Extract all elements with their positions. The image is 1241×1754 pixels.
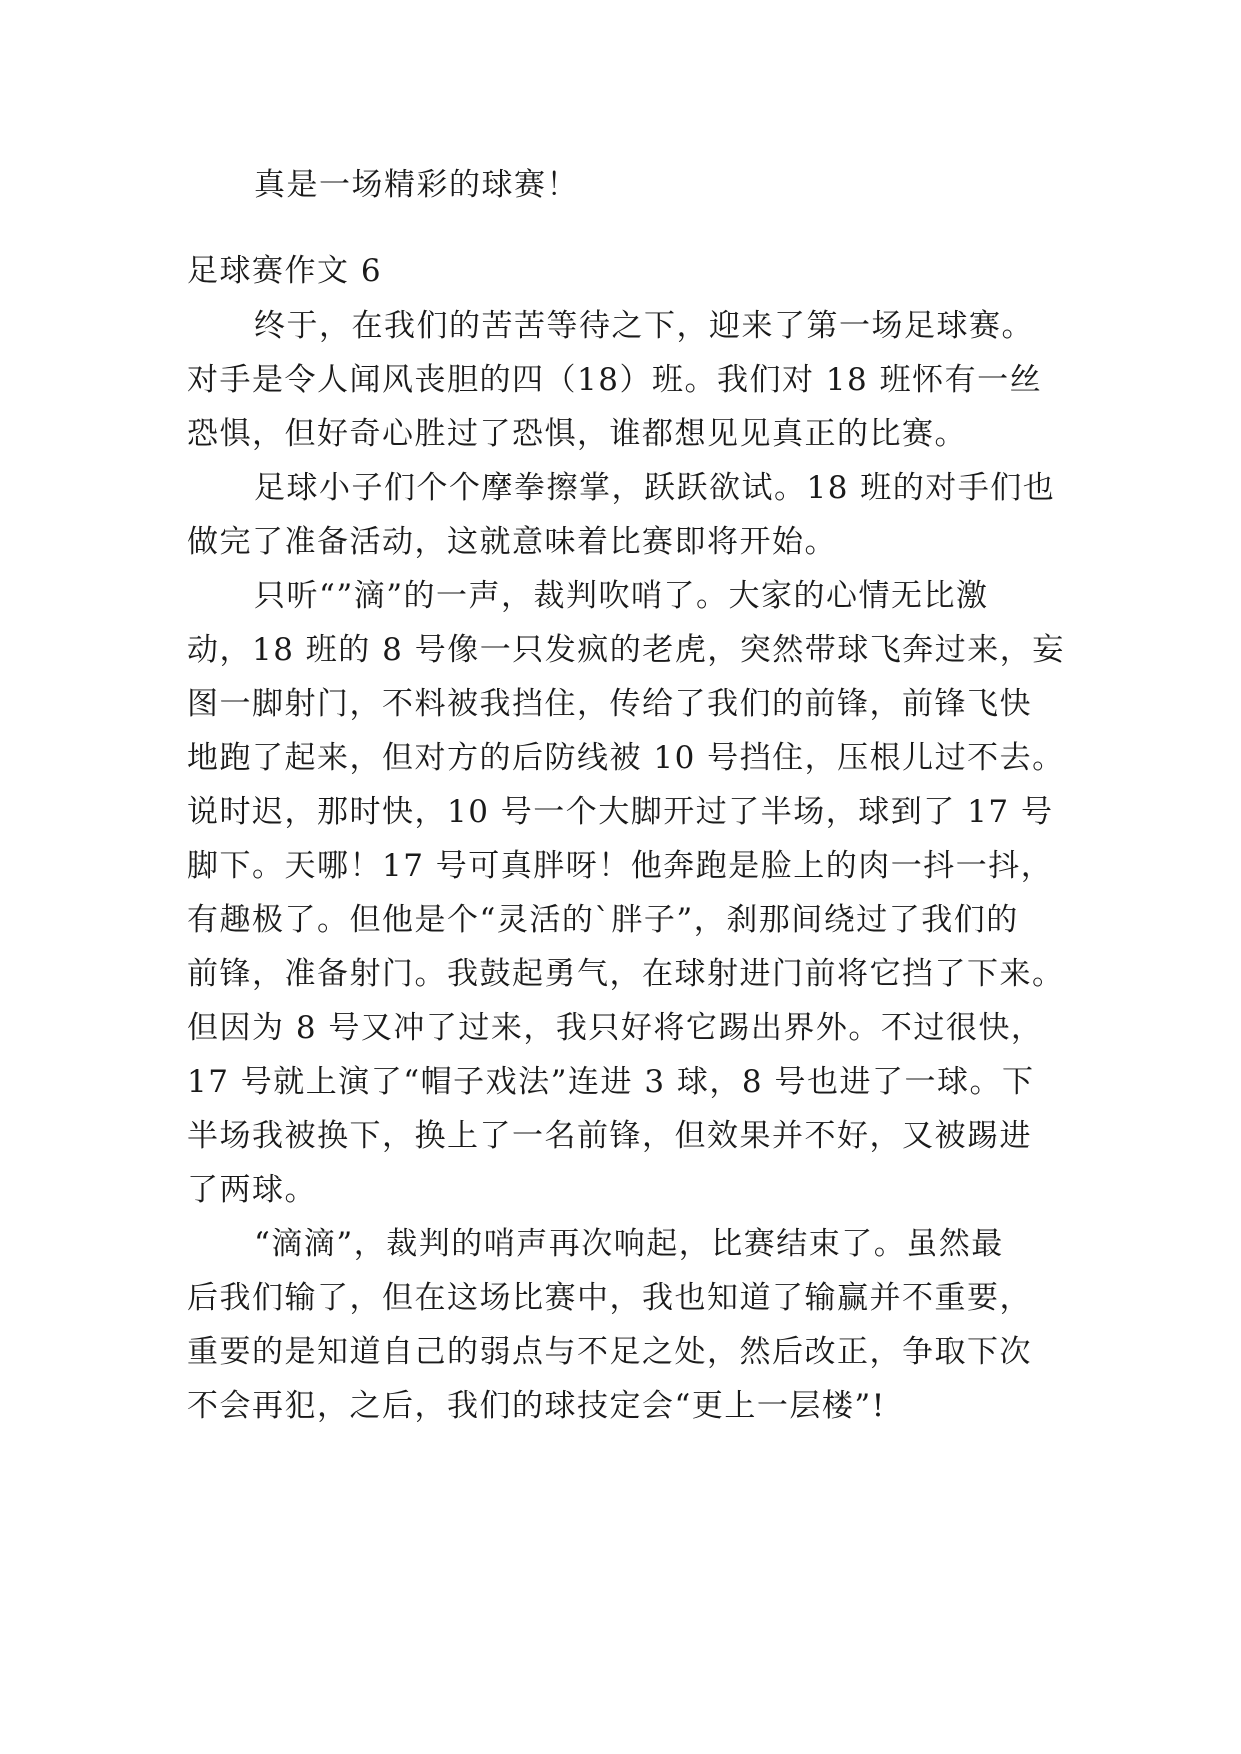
paragraph-line: 后我们输了，但在这场比赛中，我也知道了输赢并不重要， xyxy=(187,1280,1032,1316)
paragraph-line: 终于，在我们的苦苦等待之下，迎来了第一场足球赛。 xyxy=(254,308,1034,344)
paragraph-line: 17 号就上演了“帽子戏法”连进 3 球，8 号也进了一球。下 xyxy=(187,1064,1035,1100)
essay-heading: 足球赛作文 6 xyxy=(187,253,383,289)
paragraph-line: 脚下。天哪！17 号可真胖呀！他奔跑是脸上的肉一抖一抖， xyxy=(187,848,1054,884)
paragraph-line: 恐惧，但好奇心胜过了恐惧，谁都想见见真正的比赛。 xyxy=(187,416,967,452)
paragraph-line: 不会再犯，之后，我们的球技定会“更上一层楼”! xyxy=(187,1388,886,1424)
closing-line: 真是一场精彩的球赛！ xyxy=(254,167,579,203)
paragraph-line: 半场我被换下，换上了一名前锋，但效果并不好，又被踢进 xyxy=(187,1118,1032,1154)
paragraph-line: 了两球。 xyxy=(187,1172,317,1208)
paragraph-line: 足球小子们个个摩拳擦掌，跃跃欲试。18 班的对手们也 xyxy=(254,470,1056,506)
paragraph-line: 只听“”滴”的一声，裁判吹哨了。大家的心情无比激 xyxy=(254,578,989,614)
paragraph-line: 但因为 8 号又冲了过来，我只好将它踢出界外。不过很快， xyxy=(187,1010,1044,1046)
paragraph-line: 地跑了起来，但对方的后防线被 10 号挡住，压根儿过不去。 xyxy=(187,740,1065,776)
paragraph-line: 有趣极了。但他是个“灵活的`胖子”，刹那间绕过了我们的 xyxy=(187,902,1019,938)
paragraph-line: 动，18 班的 8 号像一只发疯的老虎，突然带球飞奔过来，妄 xyxy=(187,632,1065,668)
paragraph-line: 图一脚射门，不料被我挡住，传给了我们的前锋，前锋飞快 xyxy=(187,686,1032,722)
paragraph-line: 对手是令人闻风丧胆的四（18）班。我们对 18 班怀有一丝 xyxy=(187,362,1043,398)
paragraph-line: 重要的是知道自己的弱点与不足之处，然后改正，争取下次 xyxy=(187,1334,1032,1370)
paragraph-line: 说时迟，那时快，10 号一个大脚开过了半场，球到了 17 号 xyxy=(187,794,1054,830)
paragraph-line: “滴滴”，裁判的哨声再次响起，比赛结束了。虽然最 xyxy=(254,1226,1004,1262)
paragraph-line: 做完了准备活动，这就意味着比赛即将开始。 xyxy=(187,524,837,560)
paragraph-line: 前锋，准备射门。我鼓起勇气，在球射进门前将它挡了下来。 xyxy=(187,956,1065,992)
